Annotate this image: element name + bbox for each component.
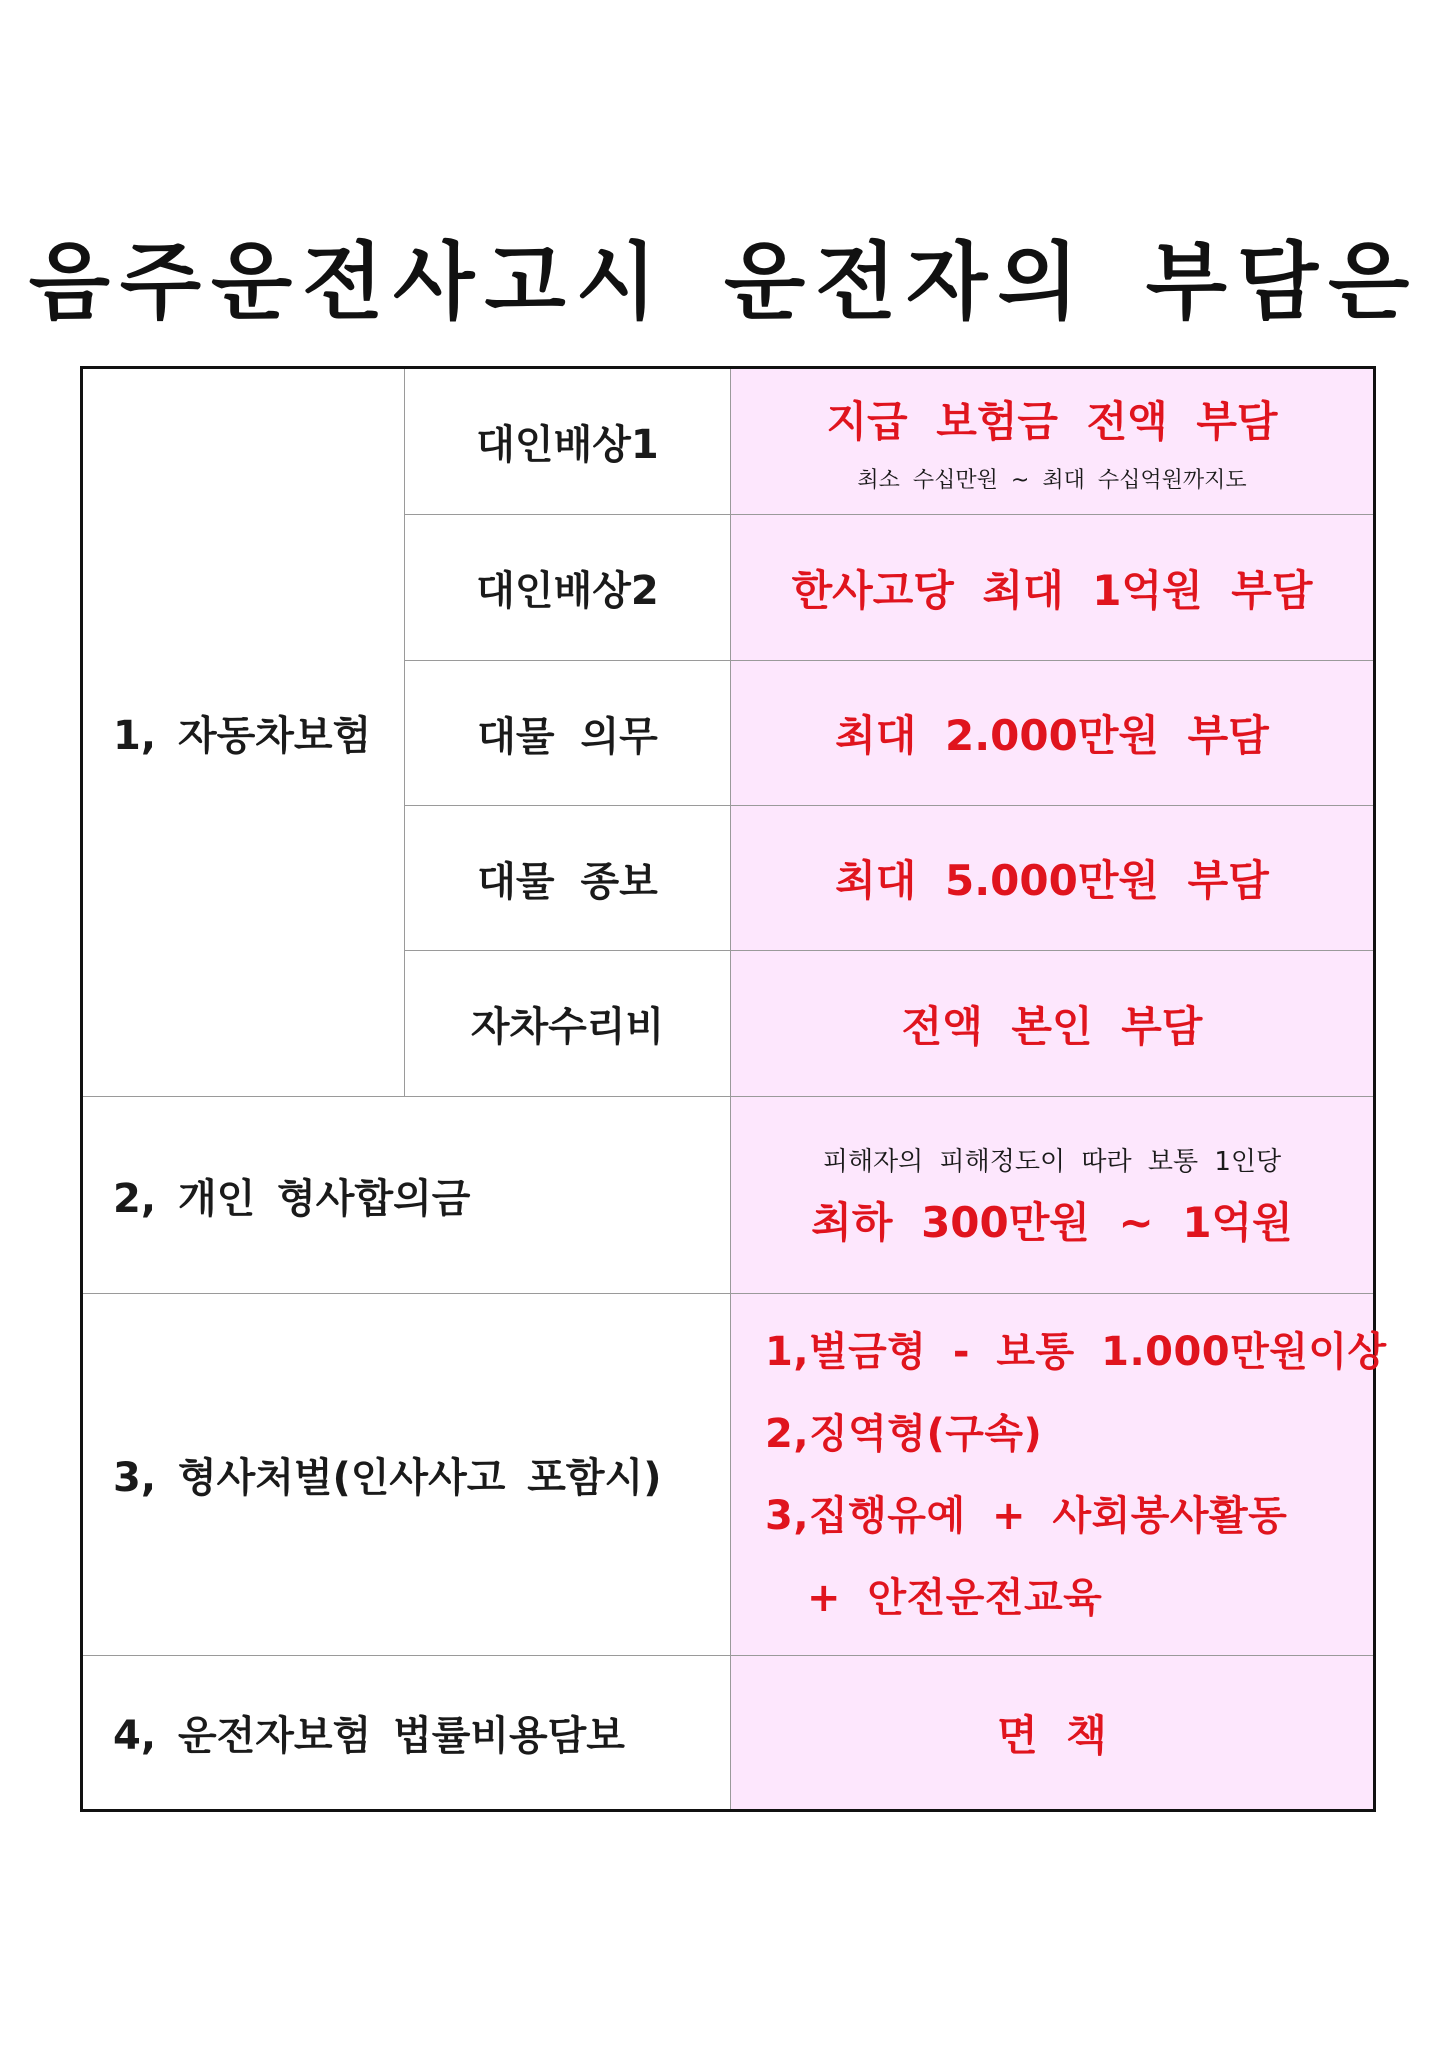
value-note: 최소 수십만원 ~ 최대 수십억원까지도 [857, 468, 1247, 493]
value-own-vehicle-repair [730, 951, 1373, 1097]
punishment-line-probation: 3,집행유예 + 사회봉사활동 [765, 1492, 1288, 1539]
category-criminal-punishment: 3, 형사처벌(인사사고 포함시) [83, 1294, 730, 1656]
value-text: 최대 2.000만원 부담 [835, 711, 1269, 760]
category-auto-insurance: 1, 자동차보험 [83, 369, 405, 1097]
value-property-mandatory [730, 661, 1373, 806]
burden-table [80, 366, 1387, 1812]
value-property-comprehensive [730, 806, 1373, 951]
category-driver-insurance: 4, 운전자보험 법률비용담보 [113, 1713, 625, 1759]
value-text: 지급 보험금 전액 부담 [826, 397, 1278, 446]
value-text: 최하 300만원 ~ 1억원 [811, 1197, 1293, 1247]
value-text: 전액 본인 부담 [901, 1001, 1203, 1051]
category-criminal-settlement: 2, 개인 형사합의금 [83, 1097, 730, 1294]
item-property-mandatory: 대물 의무 [405, 661, 730, 806]
item-own-vehicle-repair: 자차수리비 [405, 951, 730, 1097]
page-title: 음주운전사고시 운전자의 부담은 [28, 233, 1420, 331]
value-driver-insurance [730, 1656, 1373, 1809]
value-text: 한사고당 최대 1억원 부담 [791, 565, 1313, 615]
value-note: 피해자의 피해정도이 따라 보통 1인당 [822, 1146, 1282, 1177]
item-bodily-injury-1: 대인배상1 [405, 369, 730, 515]
value-bodily-injury-1 [730, 369, 1373, 515]
value-criminal-settlement [730, 1097, 1373, 1294]
value-bodily-injury-2 [730, 515, 1373, 661]
value-text: 면 책 [997, 1710, 1107, 1760]
punishment-line-safety-education: + 안전운전교육 [807, 1574, 1103, 1621]
value-criminal-punishment [730, 1294, 1387, 1656]
item-property-comprehensive: 대물 종보 [405, 806, 730, 951]
punishment-line-fine: 1,벌금형 - 보통 1.000만원이상 [765, 1328, 1387, 1375]
item-bodily-injury-2: 대인배상2 [405, 515, 730, 661]
punishment-line-imprisonment: 2,징역형(구속) [765, 1410, 1043, 1457]
value-text: 최대 5.000만원 부담 [835, 856, 1269, 905]
